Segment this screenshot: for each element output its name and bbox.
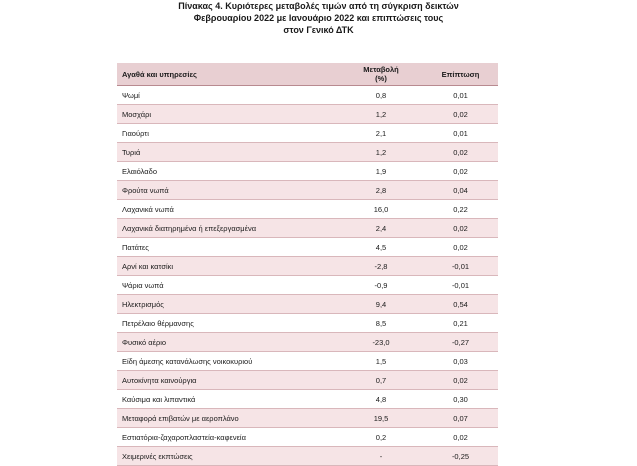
table-row — [117, 295, 498, 314]
cell-item: Ψάρια νωπά — [122, 280, 164, 290]
table-row — [117, 162, 498, 181]
table-row — [117, 390, 498, 409]
cell-impact: 0,02 — [453, 375, 468, 385]
cell-change: -23,0 — [372, 337, 390, 347]
table-row — [117, 276, 498, 295]
cell-change: 4,5 — [375, 242, 387, 252]
table-row — [117, 181, 498, 200]
table-row — [117, 143, 498, 162]
cell-item: Εστιατόρια-ζαχαροπλαστεία-καφενεία — [122, 432, 246, 442]
header-change-line-1: Μεταβολή — [363, 65, 399, 74]
cell-impact: 0,01 — [453, 128, 468, 138]
table-row — [117, 333, 498, 352]
cell-impact: 0,04 — [453, 185, 468, 195]
cell-change: 2,1 — [375, 128, 387, 138]
cell-item: Ηλεκτρισμός — [122, 299, 164, 309]
title-line-3: στον Γενικό ΔΤΚ — [283, 25, 354, 35]
cell-change: 2,4 — [375, 223, 387, 233]
table-row — [117, 428, 498, 447]
cell-impact: 0,02 — [453, 147, 468, 157]
cell-item: Γιαούρτι — [122, 128, 149, 138]
cell-impact: 0,07 — [453, 413, 468, 423]
cell-change: -2,8 — [374, 261, 388, 271]
cell-item: Καύσιμα και λιπαντικά — [122, 394, 196, 404]
cell-impact: 0,54 — [453, 299, 468, 309]
title-line-1: Πίνακας 4. Κυριότερες μεταβολές τιμών από τη σύγκριση δεικτών — [178, 1, 459, 11]
cell-change: 8,5 — [375, 318, 387, 328]
table-row — [117, 257, 498, 276]
header-change — [339, 65, 423, 83]
cell-impact: -0,01 — [451, 280, 470, 290]
cell-change: 4,8 — [375, 394, 387, 404]
table-row — [117, 314, 498, 333]
cell-item: Λαχανικά διατηρημένα ή επεξεργασμένα — [122, 223, 257, 233]
cell-item: Φυσικό αέριο — [122, 337, 167, 347]
cell-impact: 0,02 — [453, 109, 468, 119]
cell-impact: 0,02 — [453, 242, 468, 252]
cell-impact: -0,25 — [451, 451, 470, 461]
cell-item: Ψωμί — [122, 90, 140, 100]
cell-change: 0,2 — [375, 432, 387, 442]
cell-change: - — [379, 451, 383, 461]
cell-item: Ελαιόλαδο — [122, 166, 157, 176]
cell-change: 9,4 — [375, 299, 387, 309]
table-row — [117, 409, 498, 428]
cell-item: Πατάτες — [122, 242, 149, 252]
cell-impact: -0,01 — [451, 261, 470, 271]
cell-change: 19,5 — [373, 413, 389, 423]
cell-item: Μεταφορά επιβατών με αεροπλάνο — [122, 413, 239, 423]
header-item: Αγαθά και υπηρεσίες — [122, 69, 197, 79]
header-impact: Επίπτωση — [441, 69, 480, 79]
table-row — [117, 86, 498, 105]
cell-item: Αυτοκίνητα καινούργια — [122, 375, 197, 385]
table-row — [117, 124, 498, 143]
cell-impact: 0,02 — [453, 223, 468, 233]
cell-change: 1,5 — [375, 356, 387, 366]
cell-item: Είδη άμεσης κατανάλωσης νοικοκυριού — [122, 356, 253, 366]
cell-change: 16,0 — [373, 204, 389, 214]
cell-item: Χειμερινές εκπτώσεις — [122, 451, 193, 461]
cell-item: Λαχανικά νωπά — [122, 204, 174, 214]
table-body — [117, 86, 498, 466]
cell-impact: 0,03 — [453, 356, 468, 366]
cell-change: 0,8 — [375, 90, 387, 100]
table-row — [117, 200, 498, 219]
cell-item: Τυριά — [122, 147, 141, 157]
cell-item: Φρούτα νωπά — [122, 185, 169, 195]
table-row — [117, 238, 498, 257]
cell-impact: 0,02 — [453, 166, 468, 176]
cell-item: Μοσχάρι — [122, 109, 152, 119]
cell-item: Πετρέλαιο θέρμανσης — [122, 318, 194, 328]
table-row — [117, 219, 498, 238]
price-changes-table — [117, 63, 498, 466]
cell-change: 0,7 — [375, 375, 387, 385]
cell-change: 1,9 — [375, 166, 387, 176]
cell-impact: 0,30 — [453, 394, 468, 404]
cell-change: -0,9 — [374, 280, 388, 290]
cell-change: 1,2 — [375, 109, 387, 119]
table-row — [117, 105, 498, 124]
table-title — [0, 0, 637, 36]
cell-item: Αρνί και κατσίκι — [122, 261, 174, 271]
table-header — [117, 63, 498, 86]
cell-change: 1,2 — [375, 147, 387, 157]
table-row — [117, 371, 498, 390]
table-row — [117, 352, 498, 371]
cell-impact: 0,02 — [453, 432, 468, 442]
header-change-line-2: (%) — [375, 74, 387, 83]
title-line-2: Φεβρουαρίου 2022 με Ιανουάριο 2022 και επιπτώσεις τους — [193, 13, 444, 23]
cell-impact: 0,21 — [453, 318, 468, 328]
cell-impact: -0,27 — [451, 337, 470, 347]
cell-impact: 0,01 — [453, 90, 468, 100]
cell-impact: 0,22 — [453, 204, 468, 214]
cell-change: 2,8 — [375, 185, 387, 195]
table-row — [117, 447, 498, 466]
